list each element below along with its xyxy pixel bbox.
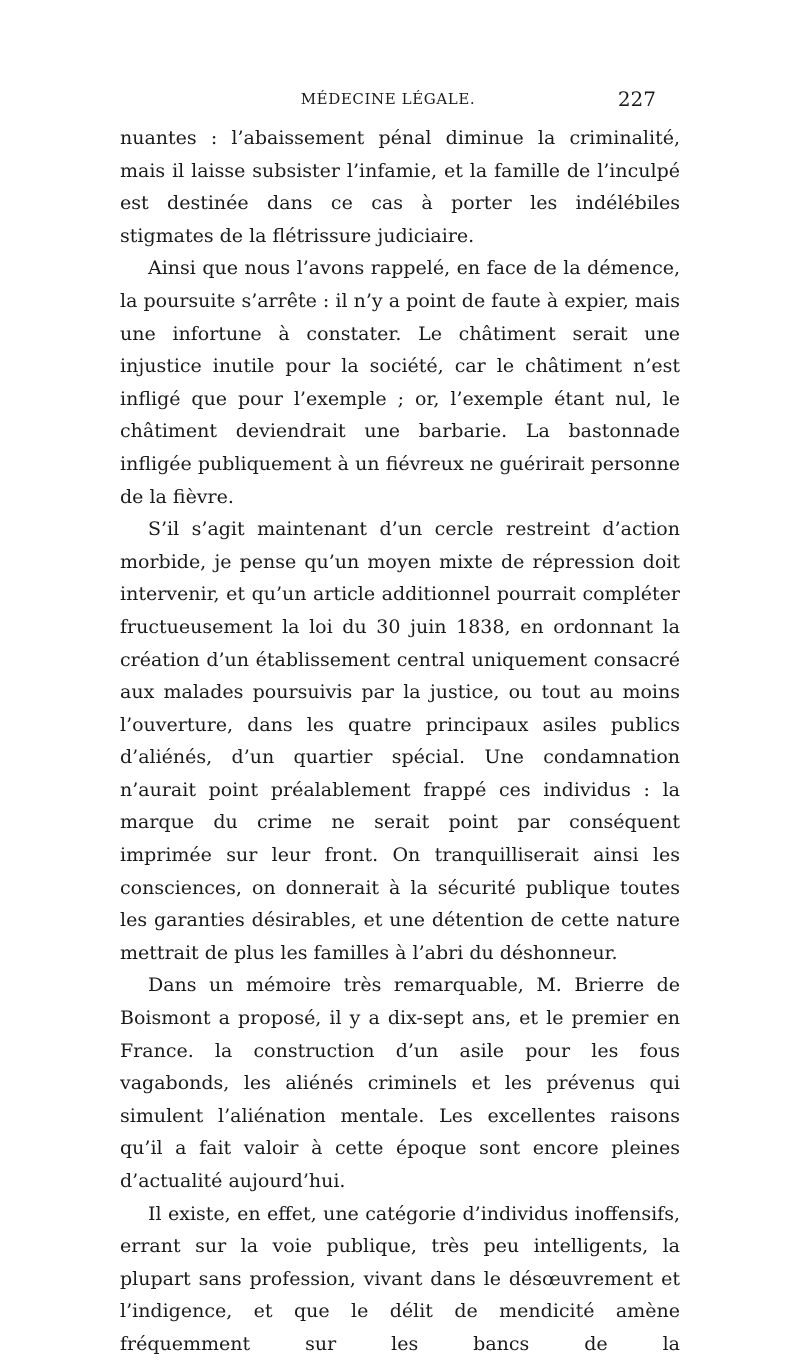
paragraph: S’il s’agit maintenant d’un cercle restreint d’action morbide, je pense qu’un moyen mixte de répression doit intervenir, et qu’un article additionnel pourrait compléter fructueusement la loi du 30 juin 1838, en ordonnant la création d’un établissement central uniquement consacré aux malades poursuivis par la justice, ou tout au moins l’ouverture, dans les quatre principaux asiles publics d’aliénés, d’un quartier spécial. Une condamnation n’aurait point préalablement frappé ces individus : la marque du crime ne serait point par conséquent imprimée sur leur front. On tranquilliserait ainsi les consciences, on donnerait à la sécurité publique toutes les garanties désirables, et une détention de cette nature mettrait de plus les familles à l’abri du déshonneur. bbox=[120, 518, 680, 964]
running-head bbox=[120, 87, 656, 114]
paragraph: Dans un mémoire très remarquable, M. Brierre de Boismont a proposé, il y a dix-sept ans, et le premier en France. la construction d’un asile pour les fous vagabonds, les aliénés criminels et les prévenus qui simulent l’aliénation mentale. Les excellentes raisons qu’il a fait valoir à cette époque sont encore pleines d’actualité aujourd’hui. bbox=[120, 974, 680, 1192]
paragraph: Ainsi que nous l’avons rappelé, en face de la démence, la poursuite s’arrête : il n’y a point de faute à expier, mais une infortune à constater. Le châtiment serait une injustice inutile pour la société, car le châtiment n’est infligé que pour l’exemple ; or, l’exemple étant nul, le châtiment deviendrait une barbarie. La bastonnade infligée publiquement à un fiévreux ne guérirait personne de la fièvre. bbox=[120, 257, 680, 508]
paragraph-continued: nuantes : l’abaissement pénal diminue la criminalité, mais il laisse subsister l’infamie, et la famille de l’inculpé est destinée dans ce cas à porter les indélébiles stigmates de la flétrissure judiciaire. bbox=[120, 127, 680, 247]
body-text bbox=[120, 122, 680, 1361]
running-title: MÉDECINE LÉGALE. bbox=[300, 90, 476, 108]
paragraph: Il existe, en effet, une catégorie d’individus inoffensifs, errant sur la voie publique, très peu intelligents, la plupart sans profession, vivant dans le désœuvrement et l’indigence, et que le délit de mendicité amène fréquemment sur les bancs de la bbox=[120, 1202, 680, 1355]
page-number: 227 bbox=[617, 87, 656, 111]
